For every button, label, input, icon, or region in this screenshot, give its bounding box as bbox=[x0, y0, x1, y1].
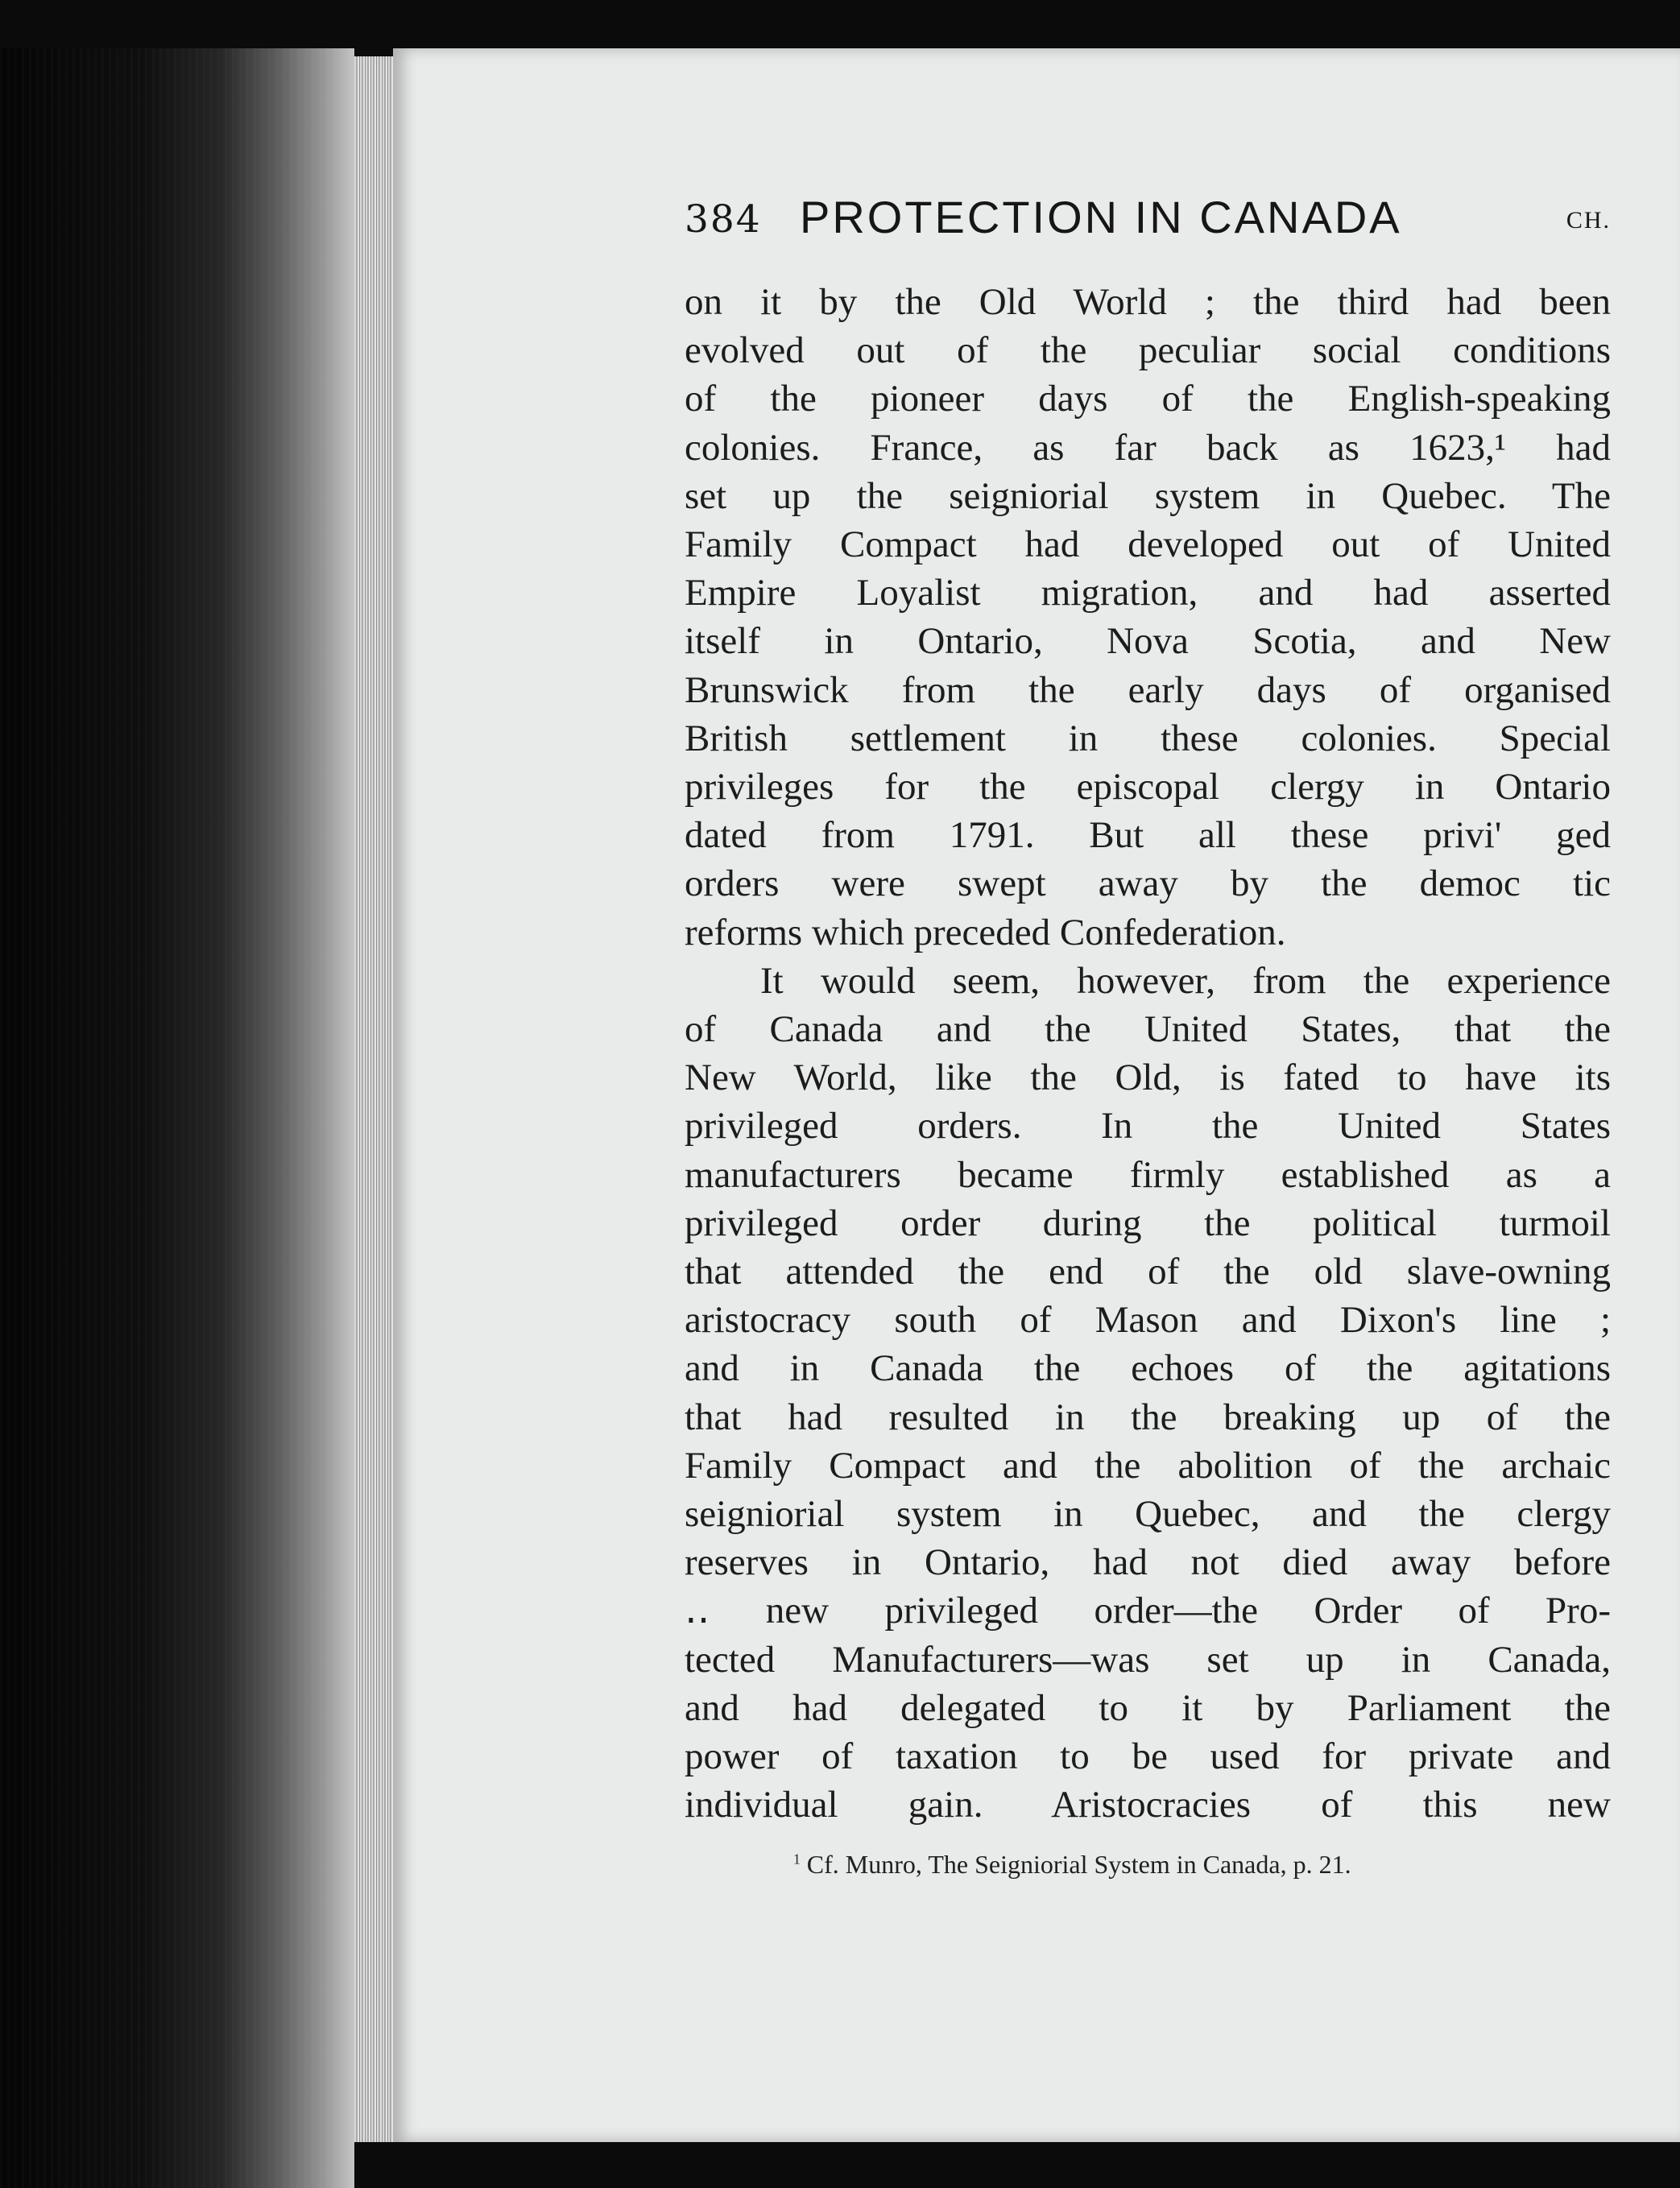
text-line: and in Canada the echoes of the agitations bbox=[685, 1347, 1611, 1390]
chapter-abbreviation: CH. bbox=[1566, 207, 1611, 234]
text-line: Family Compact and the abolition of the archaic bbox=[685, 1444, 1611, 1487]
text-line: privileged order during the political turmoil bbox=[685, 1202, 1611, 1244]
text-line: dated from 1791. But all these privi' ged bbox=[685, 814, 1611, 857]
text-line: Empire Loyalist migration, and had asserted bbox=[685, 572, 1611, 614]
footnote-text: Cf. Munro, The Seigniorial System in Canada, p. 21. bbox=[806, 1850, 1351, 1879]
text-line: aristocracy south of Mason and Dixon's line ; bbox=[685, 1299, 1611, 1342]
text-line: privileged orders. In the United States bbox=[685, 1105, 1611, 1148]
text-line: evolved out of the peculiar social conditions bbox=[685, 329, 1611, 372]
text-line: tected Manufacturers—was set up in Canada, bbox=[685, 1638, 1611, 1681]
text-line: orders were swept away by the democ tic bbox=[685, 862, 1611, 905]
text-line: of the pioneer days of the English-speaking bbox=[685, 378, 1611, 420]
text-line: colonies. France, as far back as 1623,¹ had bbox=[685, 426, 1611, 469]
paragraph-1 bbox=[685, 278, 1611, 957]
text-line: It would seem, however, from the experience bbox=[760, 959, 1611, 1002]
running-title: PROTECTION IN CANADA bbox=[800, 192, 1402, 242]
text-line: New World, like the Old, is fated to have its bbox=[685, 1057, 1611, 1099]
text-line: and had delegated to it by Parliament the bbox=[685, 1686, 1611, 1729]
paragraph-2 bbox=[685, 957, 1611, 1830]
text-line: British settlement in these colonies. Special bbox=[685, 717, 1611, 759]
text-line: seigniorial system in Quebec, and the clergy bbox=[685, 1493, 1611, 1536]
text-line: individual gain. Aristocracies of this new bbox=[685, 1784, 1611, 1826]
text-line: privileges for the episcopal clergy in Ontario bbox=[685, 766, 1611, 809]
text-line: manufacturers became firmly established as a bbox=[685, 1153, 1611, 1196]
page-number: 384 bbox=[685, 197, 762, 242]
text-line: Brunswick from the early days of organised bbox=[685, 668, 1611, 711]
text-line: reforms which preceded Confederation. bbox=[685, 911, 1286, 953]
text-line: of Canada and the United States, that the bbox=[685, 1008, 1611, 1051]
text-line: reserves in Ontario, had not died away before bbox=[685, 1541, 1611, 1584]
text-line: that attended the end of the old slave-owning bbox=[685, 1251, 1611, 1293]
footnote-marker: 1 bbox=[793, 1851, 801, 1867]
page-edges bbox=[354, 56, 396, 2142]
text-line: Family Compact had developed out of United bbox=[685, 523, 1611, 566]
book-spine-shadow bbox=[0, 48, 354, 2188]
body-text bbox=[685, 278, 1611, 1830]
text-line: power of taxation to be used for private and bbox=[685, 1735, 1611, 1778]
text-line: itself in Ontario, Nova Scotia, and New bbox=[685, 620, 1611, 663]
running-header bbox=[685, 189, 1611, 254]
text-line: on it by the Old World ; the third had been bbox=[685, 281, 1611, 323]
footnote bbox=[793, 1850, 1351, 1880]
text-line: that had resulted in the breaking up of the bbox=[685, 1396, 1611, 1438]
text-line: ‥ new privileged order—the Order of Pro- bbox=[685, 1590, 1611, 1632]
text-line: set up the seigniorial system in Quebec. The bbox=[685, 474, 1611, 517]
